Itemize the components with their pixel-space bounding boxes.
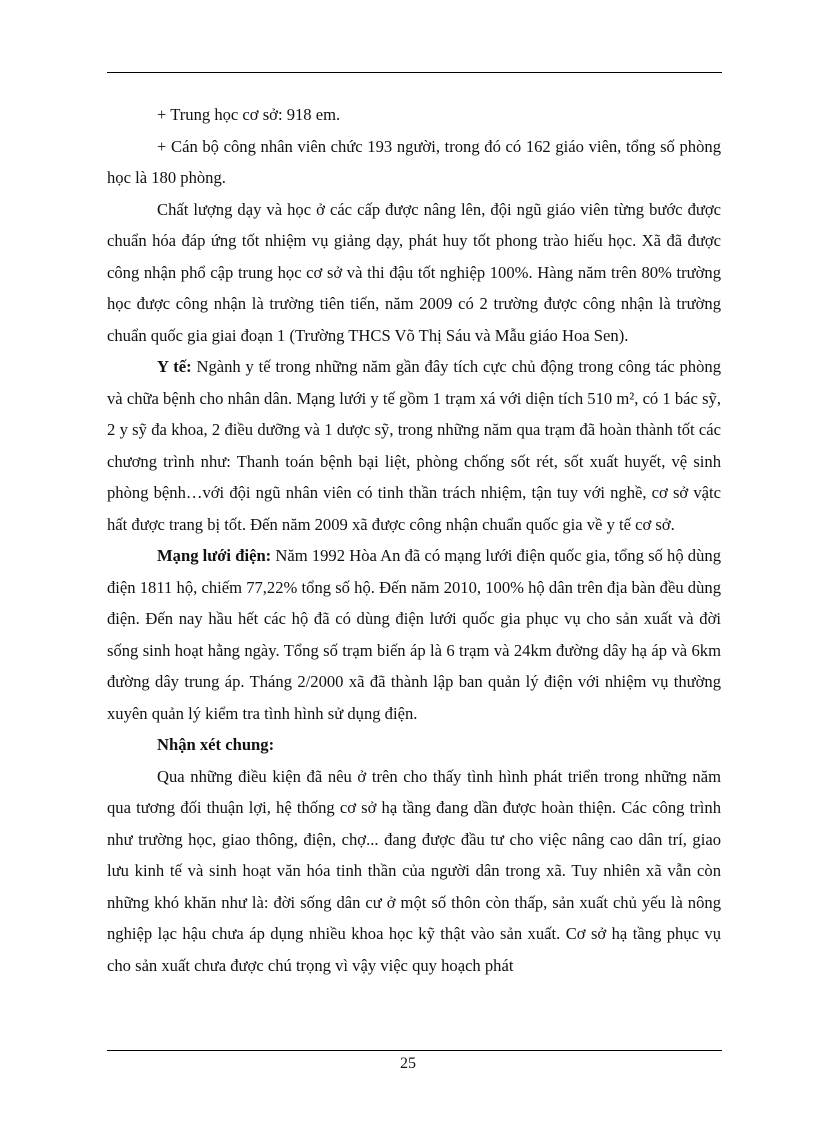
paragraph-text: Qua những điều kiện đã nêu ở trên cho thấy tình hình phát triển trong những năm qua tương đối thuận lợi, hệ thống cơ sở hạ tầng đang dần được hoàn thiện. Các công trình như trường học, giao thông, điện, chợ... đang được đầu tư cho việc nâng cao dân trí, giao lưu kinh tế và sinh hoạt văn hóa tinh thần của người dân trong xã. Tuy nhiên xã vẫn còn những khó khăn như là: đời sống dân cư ở một số thôn còn thấp, sản xuất chủ yếu là nông nghiệp lạc hậu chưa áp dụng nhiều khoa học kỹ thật vào sản xuất. Cơ sở hạ tầng phục vụ cho sản xuất chưa được chú trọng vì vậy việc quy hoạch phát xyxy=(107,766,721,975)
page-body xyxy=(107,99,721,981)
paragraph-text: Năm 1992 Hòa An đã có mạng lưới điện quốc gia, tổng số hộ dùng điện 1811 hộ, chiếm 77,22% tổng số hộ. Đến năm 2010, 100% hộ dân trên địa bàn đều dùng điện. Đến nay hầu hết các hộ đã có dùng điện lưới quốc gia phục vụ cho sản xuất và đời sống sinh hoạt hằng ngày. Tổng số trạm biến áp là 6 trạm và 24km đường dây hạ áp và 6km đường dây trung áp. Tháng 2/2000 xã đã thành lập ban quản lý điện với nhiệm vụ thường xuyên quản lý kiểm tra tình hình sử dụng điện. xyxy=(107,546,721,723)
paragraph-teaching-quality xyxy=(107,194,721,352)
paragraph-lead: Y tế: xyxy=(157,357,192,376)
paragraph-text: Chất lượng dạy và học ở các cấp được nâng lên, đội ngũ giáo viên từng bước được chuẩn hóa đáp ứng tốt nhiệm vụ giảng dạy, phát huy tốt phong trào hiếu học. Xã đã được công nhận phổ cập trung học cơ sở và thi đậu tốt nghiệp 100%. Hàng năm trên 80% trường học được công nhận là trường tiên tiến, năm 2009 có 2 trường được công nhận là trường chuẩn quốc gia giai đoạn 1 (Trường THCS Võ Thị Sáu và Mẫu giáo Hoa Sen). xyxy=(107,199,721,345)
paragraph-text: Ngành y tế trong những năm gần đây tích cực chủ động trong công tác phòng và chữa bệnh cho nhân dân. Mạng lưới y tế gồm 1 trạm xá với diện tích 510 m², có 1 bác sỹ, 2 y sỹ đa khoa, 2 điều dưỡng và 1 dược sỹ, trong những năm qua trạm đã hoàn thành tốt các chương trình như: Thanh toán bệnh bại liệt, phòng chống sốt rét, sốt xuất huyết, vệ sinh phòng bệnh…với đội ngũ nhân viên có tinh thần trách nhiệm, tận tuy với nghề, cơ sở vậtc hất được trang bị tốt. Đến năm 2009 xã được công nhận chuẩn quốc gia về y tế cơ sở. xyxy=(107,357,721,534)
paragraph-electricity xyxy=(107,540,721,729)
paragraph-secondary-students xyxy=(107,99,721,131)
section-heading xyxy=(107,729,721,761)
footer-rule xyxy=(107,1050,722,1051)
paragraph-staff xyxy=(107,131,721,194)
header-rule xyxy=(107,72,722,73)
paragraph-text: + Trung học cơ sở: 918 em. xyxy=(157,105,341,124)
paragraph-healthcare xyxy=(107,351,721,540)
paragraph-text: + Cán bộ công nhân viên chức 193 người, trong đó có 162 giáo viên, tổng số phòng học là 180 phòng. xyxy=(107,136,721,187)
paragraph-general-remarks xyxy=(107,761,721,982)
paragraph-lead: Mạng lưới điện: xyxy=(157,546,272,565)
page-number: 25 xyxy=(400,1055,416,1072)
heading-text: Nhận xét chung: xyxy=(157,735,275,754)
